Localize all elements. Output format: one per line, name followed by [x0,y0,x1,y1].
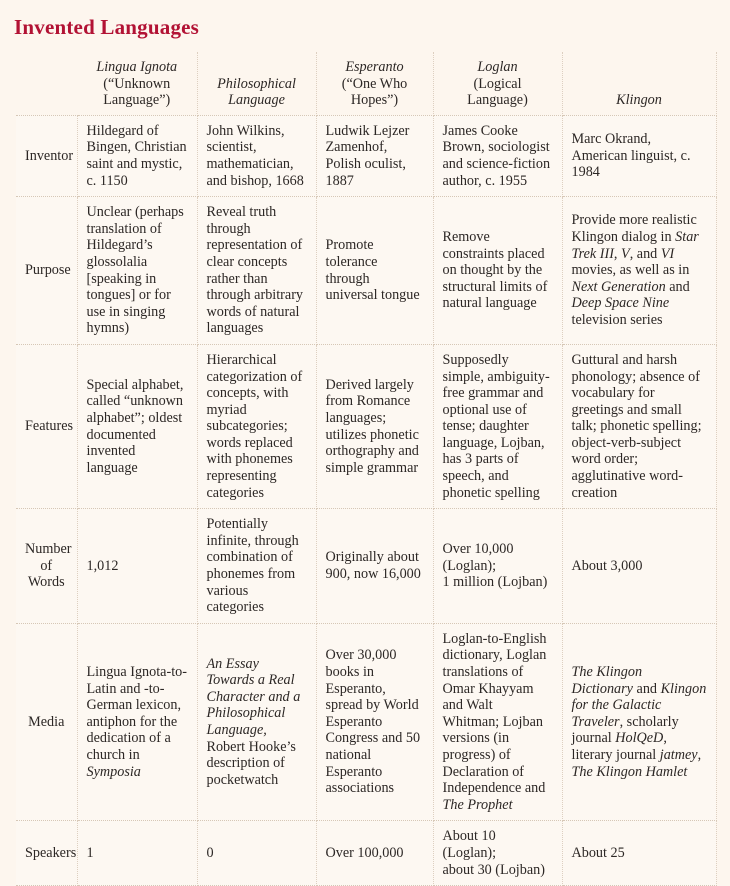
cell-text: Unclear (perhaps translation of Hildegard’s glossolalia [speaking in tongues] or for use in singing hymns) [86,204,184,337]
table-cell [433,509,562,624]
table-cell [197,821,316,886]
cell-text: About 3,000 [571,557,643,574]
table-cell [77,115,197,196]
table-body [16,52,716,886]
column-header-line3: Hopes”) [350,92,399,109]
cell-text: Over 10,000 (Loglan); 1 million (Lojban) [442,541,548,591]
table-cell [316,623,433,821]
table-cell [316,197,433,345]
table-row [16,509,716,624]
row-label-media [16,623,77,821]
row-label-number-of-words [16,509,77,624]
table-cell [433,623,562,821]
cell-text: Marc Okrand, American linguist, c. 1984 [571,131,691,181]
column-header-line2: (“Unknown [103,75,171,92]
table-header-row [16,52,716,115]
cell-text: Originally about 900, now 16,000 [325,549,421,583]
column-header-line1: Klingon [616,92,662,109]
table-cell [197,509,316,624]
cell-text: John Wilkins, scientist, mathematician, and bishop, 1668 [206,122,304,189]
table-cell [316,344,433,508]
table-cell [316,115,433,196]
cell-text: Hildegard of Bingen, Christian saint and mystic, c. 1150 [86,122,187,189]
row-label-inventor [16,115,77,196]
cell-text: Provide more realistic Klingon dialog in Star Trek III, V, and VI movies, as well as in Next Generation and Deep Space Nine television series [571,212,699,329]
row-label-purpose [16,197,77,345]
column-header-line1: Philosophical [217,75,296,92]
table-cell [316,821,433,886]
cell-text: Over 100,000 [325,844,404,861]
column-header-line2: (Logical Language) [467,75,528,109]
column-header-line2: (“One Who [341,75,408,92]
cell-text: Promote tolerance through universal tongue [325,237,420,304]
column-header-philosophical-language [197,52,316,115]
table-cell [77,509,197,624]
cell-text: 0 [206,844,214,861]
table-row [16,821,716,886]
column-header-lingua-ignota [77,52,197,115]
table-cell [433,197,562,345]
table-row [16,623,716,821]
table-cell [562,623,716,821]
column-header-line1: Loglan [477,59,518,75]
cell-text: The Klingon Dictionary and Klingon for the Galactic Traveler, scholarly journal HolQeD, literary journal jatmey, The Klingon Hamlet [571,664,707,780]
column-header-line1: Esperanto [345,59,404,75]
invented-languages-table [16,52,717,886]
row-label-line: Purpose [25,262,71,279]
table-row [16,115,716,196]
column-header-line3: Language”) [103,92,171,109]
table-cell [562,821,716,886]
cell-text: Derived largely from Romance languages; utilizes phonetic orthography and simple grammar [325,376,419,476]
table-cell [77,197,197,345]
cell-text: An Essay Towards a Real Character and a Philosophical Language, Robert Hooke’s description of pocketwatch [206,655,301,788]
column-header-klingon [562,52,716,115]
cell-text: Loglan-to-English dictionary, Loglan translations of Omar Khayyam and Walt Whitman; Lojban versions (in progress) of Declaration of Independence and The Prophet [442,630,547,813]
cell-text: 1,012 [86,557,119,574]
cell-text: Over 30,000 books in Esperanto, spread by World Esperanto Congress and 50 national Esperanto associations [325,647,421,797]
cell-text: Hierarchical categorization of concepts, with myriad subcategories; words replaced with phonemes representing categories [206,351,303,501]
cell-text: James Cooke Brown, sociologist and science-fiction author, c. 1955 [442,122,551,189]
row-label-line: Media [28,713,65,730]
row-label-features [16,344,77,508]
row-label-line: of [40,557,53,574]
column-header-loglan [433,52,562,115]
table-corner-cell [16,52,77,115]
table-cell [433,115,562,196]
row-label-line: Number [25,541,72,558]
column-header-esperanto [316,52,433,115]
table-row [16,344,716,508]
row-label-line: Speakers [25,844,77,861]
table-row [16,197,716,345]
row-label-line: Words [27,574,65,591]
cell-text: About 25 [571,844,625,861]
column-header-line2: Language [228,92,285,109]
cell-text: Reveal truth through representation of clear concepts rather than through arbitrary words of natural languages [206,204,304,337]
column-header-line1: Lingua Ignota [96,59,178,75]
table-cell [77,821,197,886]
table-cell [433,344,562,508]
table-cell [562,344,716,508]
table-cell [77,344,197,508]
cell-text: Guttural and harsh phonology; absence of vocabulary for greetings and small talk; phonetic spelling; object-verb-subject word order; agglutinative word-creation [571,351,702,501]
table-cell [316,509,433,624]
row-label-speakers [16,821,77,886]
table-cell [197,344,316,508]
cell-text: Potentially infinite, through combination of phonemes from various categories [206,516,299,616]
table-cell [197,623,316,821]
table-cell [562,197,716,345]
cell-text: Lingua Ignota-to-Latin and -to-German lexicon, antiphon for the dedication of a church in Symposia [86,664,187,780]
cell-text: Remove constraints placed on thought by the structural limits of natural language [442,229,548,312]
table-cell [197,115,316,196]
row-label-line: Features [25,418,74,435]
cell-text: Supposedly simple, ambiguity-free grammar and optional use of tense; daughter language, Lojban, has 3 parts of speech, and phonetic spelling [442,351,550,501]
cell-text: Ludwik Lejzer Zamenhof, Polish oculist, 1887 [325,122,410,189]
table-cell [433,821,562,886]
table-cell [562,509,716,624]
cell-text: Special alphabet, called “unknown alphabet”; oldest documented invented language [86,376,184,476]
table-cell [77,623,197,821]
page-title: Invented Languages [14,15,200,39]
cell-text: 1 [86,844,94,861]
cell-text: About 10 (Loglan); about 30 (Lojban) [442,828,545,878]
table-cell [197,197,316,345]
table-cell [562,115,716,196]
row-label-line: Inventor [25,147,74,164]
